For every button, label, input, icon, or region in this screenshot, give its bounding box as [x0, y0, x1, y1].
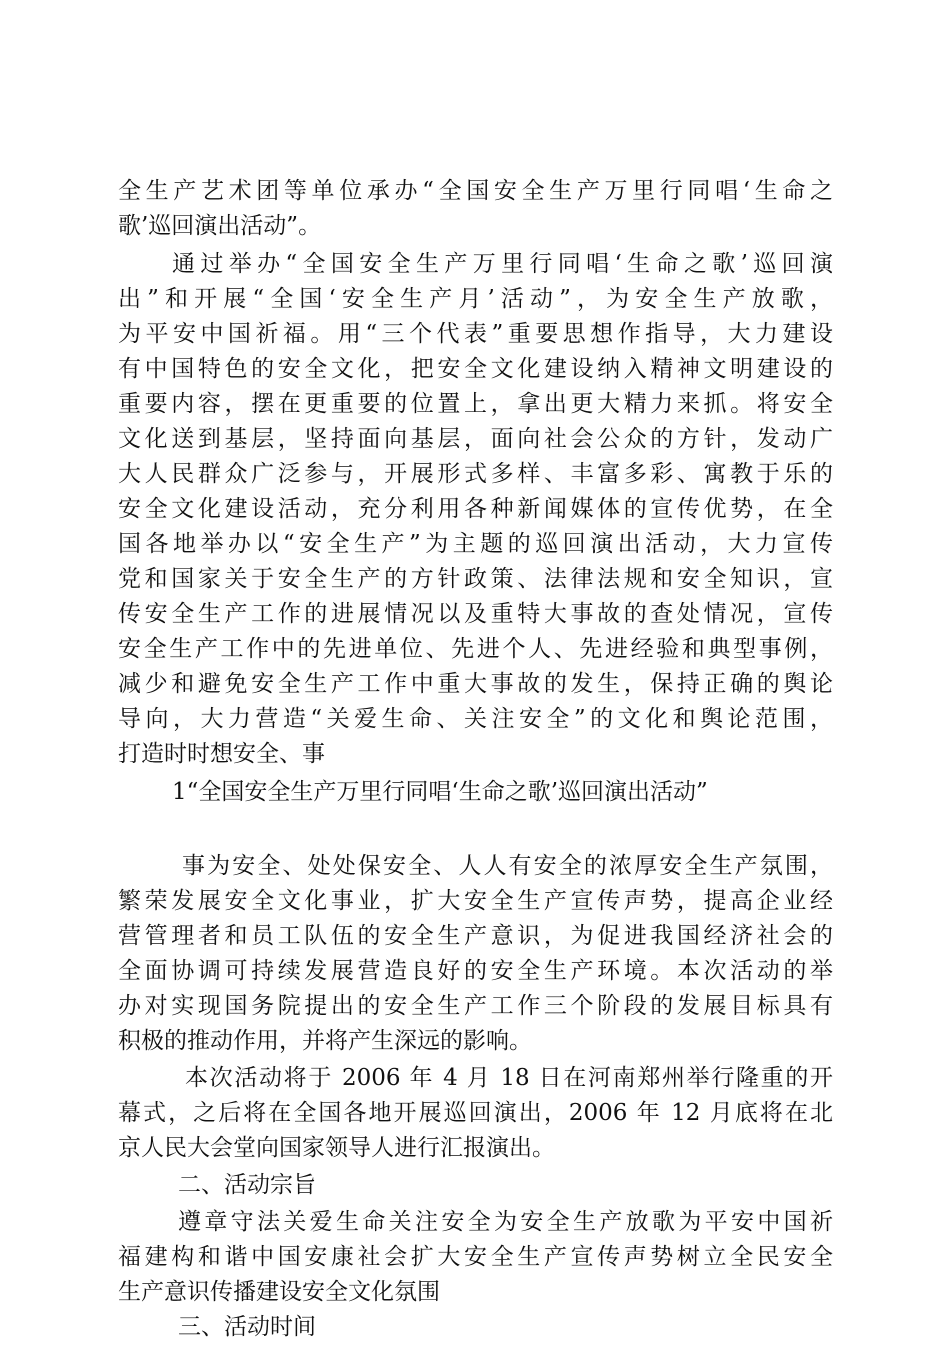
paragraph-first-line: 事为安全、处处保安全、人人有安全的浓厚安全生产氛围， — [182, 853, 833, 879]
paragraph-first-line: 本次活动将于 2006 年 4 月 18 日在河南郑州举行隆重的开 — [185, 1065, 833, 1091]
paragraph-first-line: 遵章守法关爱生命关注安全为安全生产放歌为平安中国祈 — [178, 1209, 833, 1235]
text-line: 幕式，之后将在全国各地开展巡回演出，2006 年 12 月底将在北 — [118, 1100, 833, 1126]
text-line: 为平安中国祈福。用“三个代表”重要思想作指导，大力建设 — [118, 321, 833, 347]
section-heading: 二、活动宗旨 — [178, 1172, 316, 1198]
text-line: 安全生产工作中的先进单位、先进个人、先进经验和典型事例， — [118, 636, 833, 662]
text-line: 办对实现国务院提出的安全生产工作三个阶段的发展目标具有 — [118, 993, 833, 1019]
text-line: 福建构和谐中国安康社会扩大安全生产宣传声势树立全民安全 — [118, 1244, 833, 1270]
text-line: 重要内容，摆在更重要的位置上，拿出更大精力来抓。将安全 — [118, 391, 833, 417]
text-line: 国各地举办以“安全生产”为主题的巡回演出活动，大力宣传 — [118, 531, 833, 557]
text-line: 打造时时想安全、事 — [118, 741, 325, 767]
text-line: 营管理者和员工队伍的安全生产意识，为促进我国经济社会的 — [118, 923, 833, 949]
text-line: 积极的推动作用，并将产生深远的影响。 — [118, 1028, 532, 1054]
text-line: 繁荣发展安全文化事业，扩大安全生产宣传声势，提高企业经 — [118, 888, 833, 914]
text-line: 全面协调可持续发展营造良好的安全生产环境。本次活动的举 — [118, 958, 833, 984]
footnote: 1“全国安全生产万里行同唱‘生命之歌’巡回演出活动” — [172, 779, 708, 805]
text-line: 出”和开展“全国‘安全生产月’活动”，为安全生产放歌， — [118, 286, 833, 312]
text-line: 歌’巡回演出活动”。 — [118, 213, 322, 239]
text-line: 减少和避免安全生产工作中重大事故的发生，保持正确的舆论 — [118, 671, 833, 697]
text-line: 传安全生产工作的进展情况以及重特大事故的查处情况，宣传 — [118, 601, 833, 627]
text-line: 有中国特色的安全文化，把安全文化建设纳入精神文明建设的 — [118, 356, 833, 382]
section-heading: 三、活动时间 — [178, 1314, 316, 1340]
text-line: 党和国家关于安全生产的方针政策、法律法规和安全知识，宣 — [118, 566, 833, 592]
text-line: 文化送到基层，坚持面向基层，面向社会公众的方针，发动广 — [118, 426, 833, 452]
text-line: 安全文化建设活动，充分利用各种新闻媒体的宣传优势，在全 — [118, 496, 833, 522]
text-line: 生产意识传播建设安全文化氛围 — [118, 1279, 440, 1305]
paragraph-first-line: 通过举办“全国安全生产万里行同唱‘生命之歌’巡回演 — [172, 251, 833, 277]
text-line: 大人民群众广泛参与，开展形式多样、丰富多彩、寓教于乐的 — [118, 461, 833, 487]
text-line: 全生产艺术团等单位承办“全国安全生产万里行同唱‘生命之 — [118, 178, 833, 204]
text-line: 导向，大力营造“关爱生命、关注安全”的文化和舆论范围， — [118, 706, 833, 732]
text-line: 京人民大会堂向国家领导人进行汇报演出。 — [118, 1135, 555, 1161]
